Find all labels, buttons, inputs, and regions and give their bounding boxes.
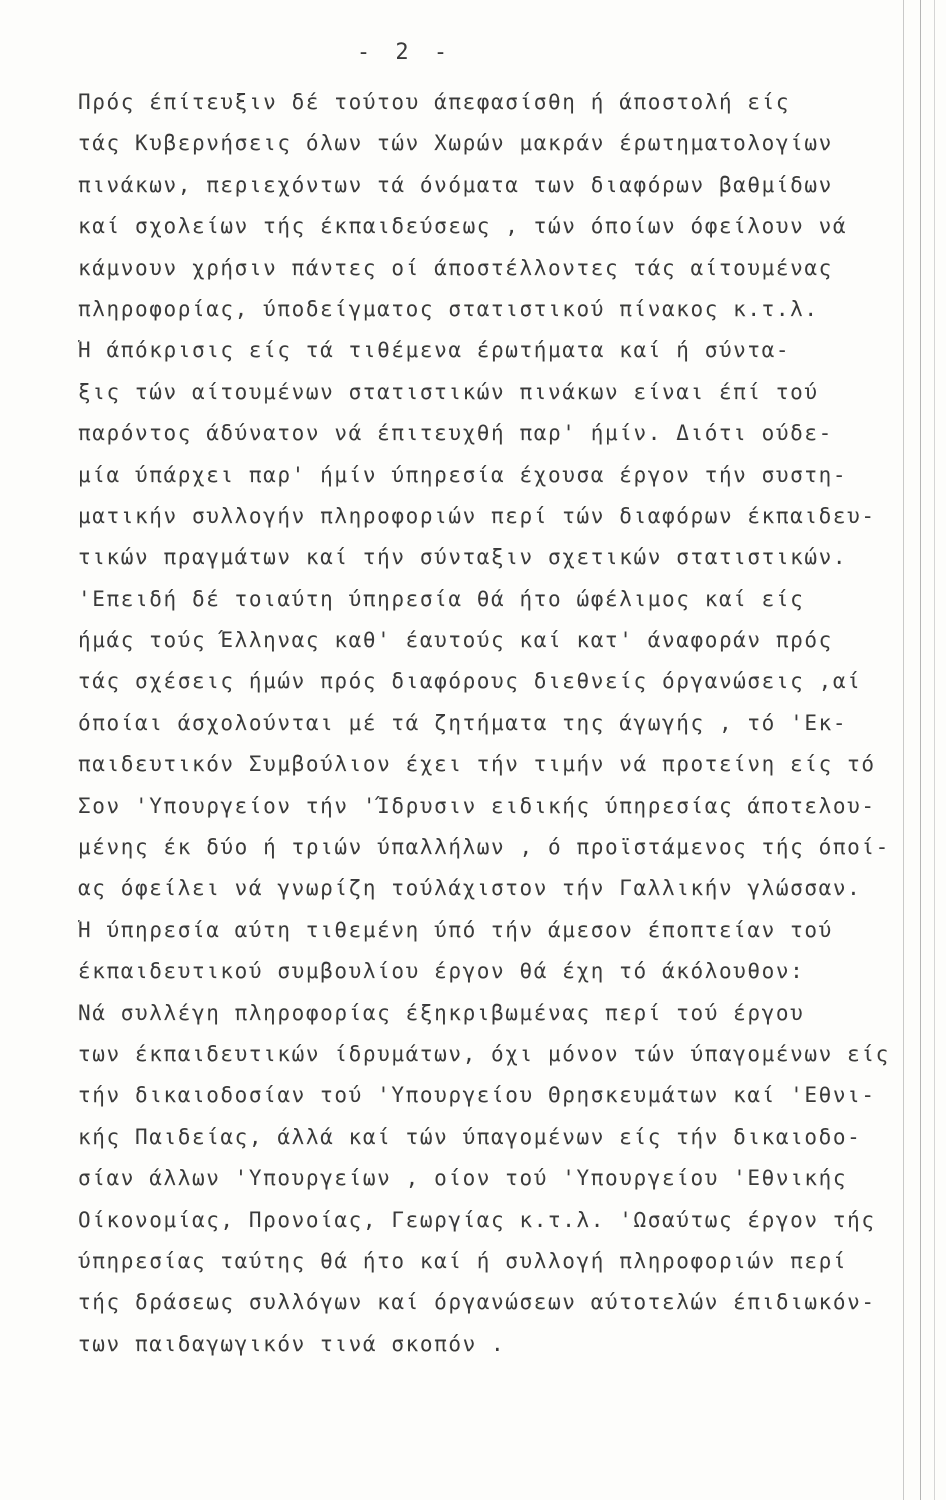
page-edge-line (920, 0, 921, 1500)
text-line: ύπηρεσίας ταύτης θά ήτο καί ή συλλογή πληροφοριών περί (78, 1248, 848, 1273)
text-line: ήμάς τούς Έλληνας καθ' έαυτούς καί κατ' άναφοράν πρός (78, 628, 833, 653)
text-line: των έκπαιδευτικών ίδρυμάτων, όχι μόνον τών ύπαγομένων είς (78, 1041, 890, 1066)
text-line: 'Επειδή δέ τοιαύτη ύπηρεσία θά ήτο ώφέλιμος καί είς (78, 586, 805, 611)
text-line: πληροφορίας, ύποδείγματος στατιστικού πίνακος κ.τ.λ. (78, 296, 819, 321)
text-line: Ή άπόκρισις είς τά τιθέμενα έρωτήματα καί ή σύντα- (78, 338, 791, 363)
text-line: τήν δικαιοδοσίαν τού 'Υπουργείου Θρησκευμάτων καί 'Εθνι- (78, 1083, 876, 1108)
text-line: Οίκονομίας, Προνοίας, Γεωργίας κ.τ.λ. 'Ωσαύτως έργον τής (78, 1207, 876, 1232)
text-line: τής δράσεως συλλόγων καί όργανώσεων αύτοτελών έπιδιωκόν- (78, 1290, 876, 1315)
text-line: Νά συλλέγη πληροφορίας έξηκριβωμένας περί τού έργου (78, 1000, 805, 1025)
text-line: μία ύπάρχει παρ' ήμίν ύπηρεσία έχουσα έργον τήν συστη- (78, 462, 848, 487)
page-edge-line (934, 0, 935, 1500)
text-line: ξις τών αίτουμένων στατιστικών πινάκων είναι έπί τού (78, 379, 819, 404)
text-line: Ή ύπηρεσία αύτη τιθεμένη ύπό τήν άμεσον έποπτείαν τού (78, 917, 833, 942)
text-line: σίαν άλλων 'Υπουργείων , οίον τού 'Υπουργείου 'Εθνικής (78, 1166, 848, 1191)
text-line: πινάκων, περιεχόντων τά όνόματα των διαφόρων βαθμίδων (78, 172, 833, 197)
text-line: ματικήν συλλογήν πληροφοριών περί τών διαφόρων έκπαιδευ- (78, 503, 876, 528)
page-number: - 2 - (356, 40, 454, 65)
page-edge-line (903, 0, 904, 1500)
text-line: κάμνουν χρήσιν πάντες οί άποστέλλοντες τάς αίτουμένας (78, 255, 833, 280)
text-line: κής Παιδείας, άλλά καί τών ύπαγομένων είς τήν δικαιοδο- (78, 1124, 862, 1149)
text-line: έκπαιδευτικού συμβουλίου έργον θά έχη τό άκόλουθον: (78, 959, 805, 984)
text-line: Πρός έπίτευξιν δέ τούτου άπεφασίσθη ή άποστολή είς (78, 90, 791, 114)
text-line: όποίαι άσχολούνται μέ τά ζητήματα της άγωγής , τό 'Εκ- (78, 710, 848, 735)
typed-body-text (78, 82, 898, 1365)
text-line: τικών πραγμάτων καί τήν σύνταξιν σχετικών στατιστικών. (78, 545, 848, 570)
text-line: των παιδαγωγικόν τινά σκοπόν . (78, 1331, 506, 1356)
text-line: τάς Κυβερνήσεις όλων τών Χωρών μακράν έρωτηματολογίων (78, 131, 833, 156)
text-line: τάς σχέσεις ήμών πρός διαφόρους διεθνείς όργανώσεις ,αί (78, 669, 862, 694)
text-line: ας όφείλει νά γνωρίζη τούλάχιστον τήν Γαλλικήν γλώσσαν. (78, 876, 862, 901)
text-line: Σον 'Υπουργείον τήν 'Ίδρυσιν ειδικής ύπηρεσίας άποτελου- (78, 793, 876, 818)
text-line: παιδευτικόν Συμβούλιον έχει τήν τιμήν νά προτείνη είς τό (78, 752, 876, 777)
text-line: μένης έκ δύο ή τριών ύπαλλήλων , ό προϊστάμενος τής όποί- (78, 835, 890, 860)
text-line: παρόντος άδύνατον νά έπιτευχθή παρ' ήμίν. Διότι ούδε- (78, 421, 833, 446)
text-line: καί σχολείων τής έκπαιδεύσεως , τών όποίων όφείλουν νά (78, 214, 848, 239)
